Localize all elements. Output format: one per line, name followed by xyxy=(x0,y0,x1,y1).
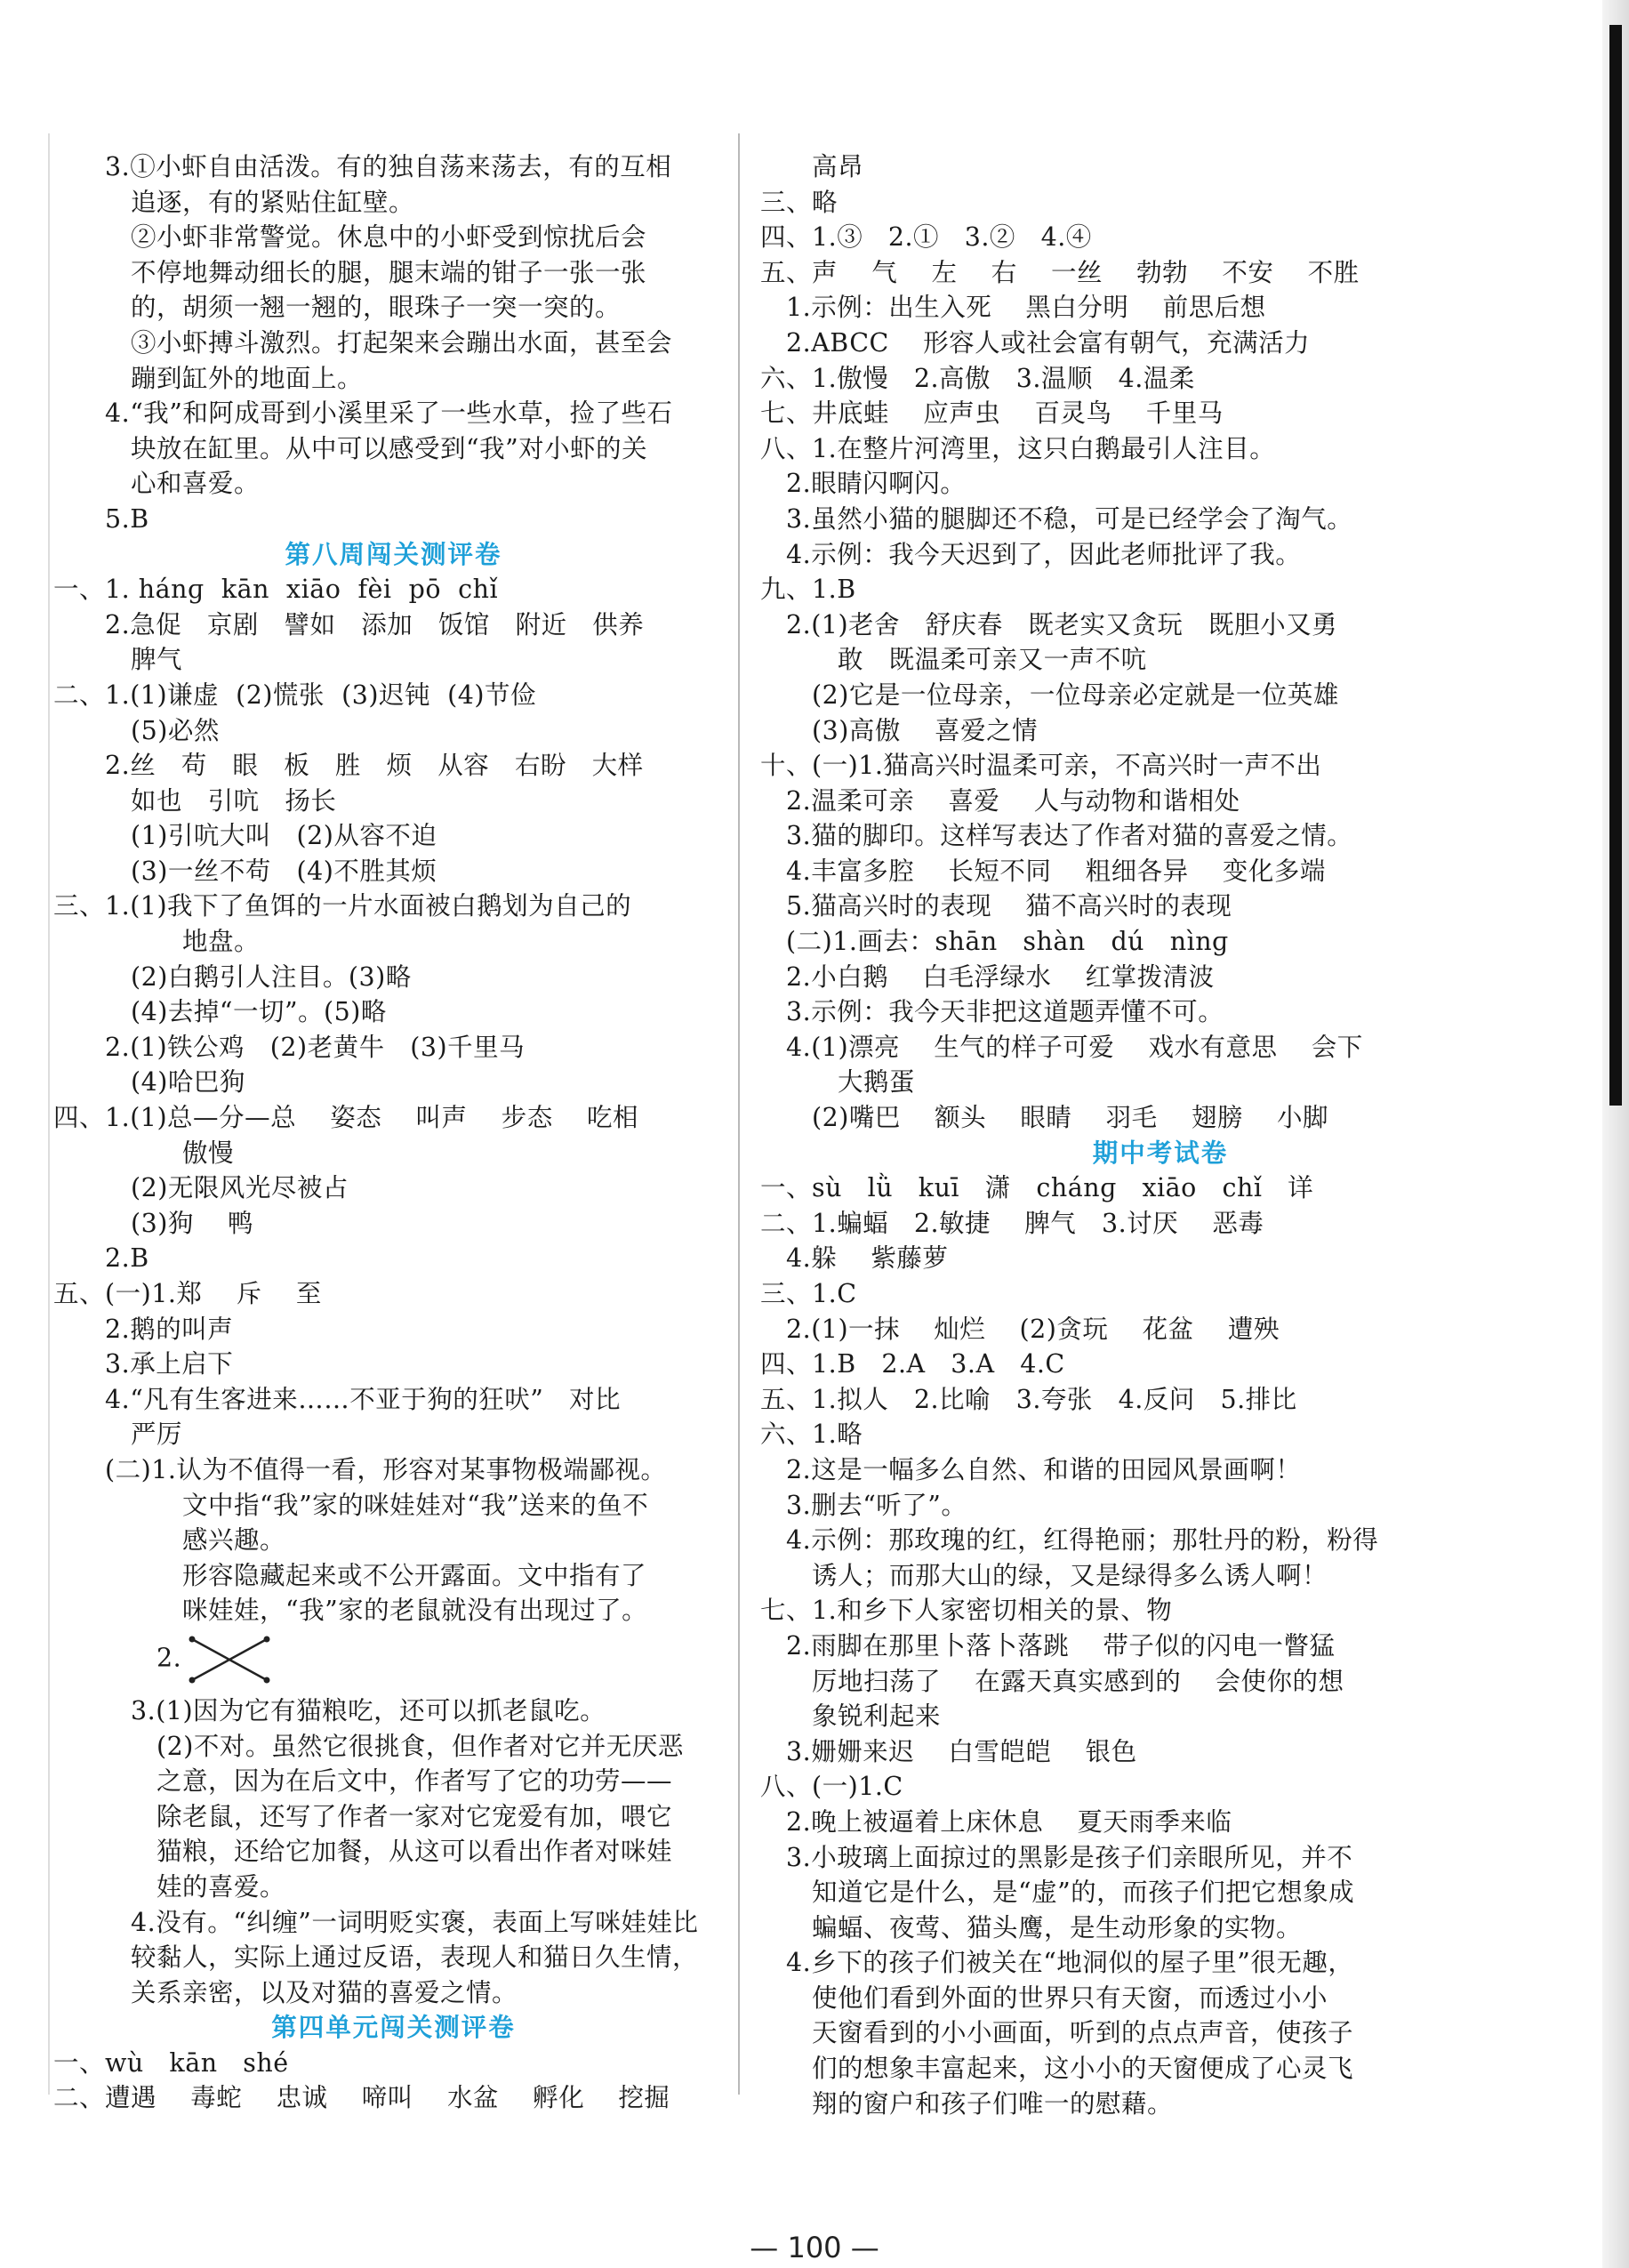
answer-line xyxy=(760,1523,1561,1558)
answer-text: 之意，因为在后文中，作者写了它的功劳—— xyxy=(156,1766,673,1797)
answer-line xyxy=(760,1840,1561,1876)
answer-line xyxy=(760,1100,1561,1136)
answer-line xyxy=(760,678,1561,713)
answer-text: 3.虽然小猫的腿脚还不稳，可是已经学会了淘气。 xyxy=(786,503,1353,534)
answer-line xyxy=(53,572,734,607)
answer-line xyxy=(53,1100,734,1136)
answer-text: 九、1.B xyxy=(760,575,856,605)
answer-text: 十、(一)1.猫高兴时温柔可亲，不高兴时一声不出 xyxy=(760,751,1322,781)
answer-line xyxy=(760,1312,1561,1347)
answer-text: (3)一丝不苟 (4)不胜其烦 xyxy=(131,856,437,886)
answer-line xyxy=(53,396,734,431)
answer-line xyxy=(53,784,734,819)
answer-text: 心和喜爱。 xyxy=(131,469,261,499)
answer-text: 厉地扫荡了 在露天真实感到的 会使你的想 xyxy=(812,1666,1344,1696)
answer-text: 2.鹅的叫声 xyxy=(105,1314,234,1344)
answer-text: 天窗看到的小小画面，听到的点点声音，使孩子 xyxy=(812,2018,1354,2048)
answer-text: 感兴趣。 xyxy=(182,1525,286,1556)
answer-line xyxy=(760,889,1561,924)
answer-text: (2)无限风光尽被占 xyxy=(131,1173,349,1203)
answer-text: 如也 引吭 扬长 xyxy=(131,785,337,816)
answer-text: 二、1.蝙蝠 2.敏捷 脾气 3.讨厌 恶毒 xyxy=(760,1208,1264,1238)
answer-line xyxy=(53,1382,734,1418)
answer-line xyxy=(53,1452,734,1488)
answer-text: (3)狗 鸭 xyxy=(131,1208,254,1238)
answer-text: 1.示例：出生入死 黑白分明 前思后想 xyxy=(786,293,1266,323)
section-heading xyxy=(53,2010,734,2046)
answer-line xyxy=(53,818,734,854)
left-margin-rule xyxy=(48,133,50,2095)
answer-text: 五、(一)1.郑 斥 至 xyxy=(53,1279,322,1308)
answer-text: (2)白鹅引人注目。(3)略 xyxy=(131,961,412,992)
answer-line xyxy=(53,1905,734,1941)
answer-text: 五、声 气 左 右 一丝 勃勃 不安 不胜 xyxy=(760,257,1360,287)
answer-text: (4)去掉“一切”。(5)略 xyxy=(131,997,387,1027)
answer-text: 3.①小虾自由活泼。有的独自荡来荡去，有的互相 xyxy=(105,152,672,181)
answer-text: 文中指“我”家的咪娃娃对“我”送来的鱼不 xyxy=(182,1490,649,1520)
answer-text: 的，胡须一翘一翘的，眼珠子一突一突的。 xyxy=(131,293,622,323)
answer-text: 2.晚上被逼着上床休息 夏天雨季来临 xyxy=(786,1806,1232,1837)
answer-line xyxy=(53,1558,734,1594)
answer-line xyxy=(53,1206,734,1242)
answer-line xyxy=(760,1206,1561,1242)
answer-text: 5.猫高兴时的表现 猫不高兴时的表现 xyxy=(786,891,1232,921)
answer-line xyxy=(760,2015,1561,2051)
answer-text: ③小虾搏斗激烈。打起架来会蹦出水面，甚至会 xyxy=(131,327,673,358)
answer-line xyxy=(760,466,1561,502)
answer-text: ②小虾非常警觉。休息中的小虾受到惊扰后会 xyxy=(131,222,647,253)
answer-text: (4)哈巴狗 xyxy=(131,1067,245,1098)
answer-text: 3.猫的脚印。这样写表达了作者对猫的喜爱之情。 xyxy=(786,821,1353,851)
answer-text: 敢 既温柔可亲又一声不吭 xyxy=(838,645,1147,675)
answer-line xyxy=(760,1347,1561,1382)
column-divider xyxy=(738,133,740,2095)
answer-text: 二、遭遇 毒蛇 忠诚 啼叫 水盆 孵化 挖掘 xyxy=(53,2083,670,2113)
answer-text: 2.急促 京剧 譬如 添加 饭馆 附近 供养 xyxy=(105,609,645,639)
answer-text: (3)高傲 喜爱之情 xyxy=(812,715,1039,745)
answer-line xyxy=(53,854,734,889)
answer-line xyxy=(760,1030,1561,1066)
answer-line xyxy=(53,713,734,749)
answer-text: 2.温柔可亲 喜爱 人与动物和谐相处 xyxy=(786,785,1240,816)
answer-line xyxy=(760,1558,1561,1594)
answer-line xyxy=(760,572,1561,607)
answer-line xyxy=(53,1629,734,1693)
answer-line xyxy=(760,784,1561,819)
answer-text: 五、1.拟人 2.比喻 3.夸张 4.反问 5.排比 xyxy=(760,1384,1297,1414)
answer-text: 不停地舞动细长的腿，腿末端的钳子一张一张 xyxy=(131,257,647,287)
answer-text: 2.小白鹅 白毛浮绿水 红掌拨清波 xyxy=(786,961,1215,992)
answer-line xyxy=(760,854,1561,889)
answer-line xyxy=(760,1945,1561,1981)
matching-lines-icon xyxy=(187,1629,272,1691)
answer-line xyxy=(760,431,1561,467)
answer-line xyxy=(53,2046,734,2081)
answer-text: 高昂 xyxy=(812,152,864,181)
answer-line xyxy=(53,1170,734,1206)
answer-line xyxy=(53,1523,734,1558)
answer-line xyxy=(53,466,734,502)
answer-text: 2.(1)铁公鸡 (2)老黄牛 (3)千里马 xyxy=(105,1032,526,1062)
answer-text: 2.(1)老舍 舒庆春 既老实又贪玩 既胆小又勇 xyxy=(786,609,1338,639)
answer-line xyxy=(760,502,1561,537)
answer-line xyxy=(760,1488,1561,1524)
answer-text: 四、1.B 2.A 3.A 4.C xyxy=(760,1349,1065,1379)
answer-line xyxy=(760,361,1561,397)
answer-line xyxy=(760,290,1561,326)
answer-line xyxy=(760,924,1561,960)
answer-text: 诱人；而那大山的绿，又是绿得多么诱人啊！ xyxy=(812,1560,1328,1590)
answer-text: (2)不对。虽然它很挑食，但作者对它并无厌恶 xyxy=(156,1731,684,1761)
answer-text: 3.承上启下 xyxy=(105,1349,234,1379)
answer-line xyxy=(760,960,1561,995)
answer-line xyxy=(760,1452,1561,1488)
answer-line xyxy=(760,537,1561,573)
answer-line xyxy=(760,1981,1561,2016)
answer-text: 2.B xyxy=(105,1243,149,1274)
answer-text: 3.删去“听了”。 xyxy=(786,1490,967,1520)
answer-line xyxy=(53,220,734,255)
answer-line xyxy=(760,326,1561,361)
answer-text: 严厉 xyxy=(131,1420,183,1450)
answer-line xyxy=(760,185,1561,221)
answer-line xyxy=(53,678,734,713)
answer-line xyxy=(53,1799,734,1835)
answer-line xyxy=(760,1875,1561,1910)
answer-text: 八、(一)1.C xyxy=(760,1772,903,1802)
answer-text: 三、略 xyxy=(760,187,839,217)
answer-line xyxy=(760,149,1561,185)
answer-line xyxy=(760,994,1561,1030)
answer-text: 蹦到缸外的地面上。 xyxy=(131,363,364,393)
answer-text: 4.乡下的孩子们被关在“地洞似的屋子里”很无趣， xyxy=(786,1948,1354,1978)
answer-line xyxy=(760,2051,1561,2087)
answer-line xyxy=(53,1312,734,1347)
answer-text: 猫粮，还给它加餐，从这可以看出作者对咪娃 xyxy=(156,1837,673,1867)
answer-text: (1)引吭大叫 (2)从容不迫 xyxy=(131,821,437,851)
answer-line xyxy=(760,1593,1561,1629)
answer-line xyxy=(53,642,734,678)
answer-text: 4.(1)漂亮 生气的样子可爱 戏水有意思 会下 xyxy=(786,1032,1363,1062)
answer-text: 较黏人，实际上通过反语，表现人和猫日久生情， xyxy=(131,1942,699,1973)
answer-line xyxy=(760,748,1561,784)
answer-line xyxy=(760,1805,1561,1840)
answer-text: 们的想象丰富起来，这小小的天窗便成了心灵飞 xyxy=(812,2054,1354,2084)
section-heading-text: 第四单元闯关测评卷 xyxy=(271,2012,516,2043)
answer-line xyxy=(53,1834,734,1870)
answer-line xyxy=(760,1417,1561,1452)
section-heading-text: 第八周闯关测评卷 xyxy=(285,538,502,569)
answer-line xyxy=(53,1870,734,1905)
answer-line xyxy=(760,1910,1561,1946)
answer-text: 傲慢 xyxy=(182,1138,235,1168)
answer-line xyxy=(760,642,1561,678)
answer-line xyxy=(53,1593,734,1629)
answer-line xyxy=(53,1693,734,1729)
answer-text: 2.这是一幅多么自然、和谐的田园风景画啊！ xyxy=(786,1454,1302,1484)
answer-line xyxy=(53,326,734,361)
answer-line xyxy=(760,1241,1561,1276)
answer-text: 四、1.(1)总—分—总 姿态 叫声 步态 吃相 xyxy=(53,1103,639,1133)
answer-text: (二)1.认为不值得一看，形容对某事物极端鄙视。 xyxy=(105,1454,667,1484)
answer-text: 一、wù kān shé xyxy=(53,2047,289,2078)
answer-text: 一、1. hánɡ kān xiāo fèi pō chǐ xyxy=(53,575,499,605)
answer-line xyxy=(760,713,1561,749)
answer-text: 三、1.(1)我下了鱼饵的一片水面被白鹅划为自己的 xyxy=(53,891,632,921)
answer-text: (2)嘴巴 额头 眼睛 羽毛 翅膀 小脚 xyxy=(812,1103,1329,1133)
answer-text: 使他们看到外面的世界只有天窗，而透过小小 xyxy=(812,1982,1328,2013)
answer-line xyxy=(53,1030,734,1066)
answer-line xyxy=(760,1382,1561,1418)
answer-text: 4.丰富多腔 长短不同 粗细各异 变化多端 xyxy=(786,856,1326,886)
answer-text: 除老鼠，还写了作者一家对它宠爱有加，喂它 xyxy=(156,1801,673,1831)
answer-line xyxy=(53,1764,734,1799)
answer-text: 翔的窗户和孩子们唯一的慰藉。 xyxy=(812,2088,1174,2119)
answer-text: 3.示例：我今天非把这道题弄懂不可。 xyxy=(786,997,1224,1027)
answer-text: 蝙蝠、夜莺、猫头鹰，是生动形象的实物。 xyxy=(812,1912,1303,1942)
answer-text: 2.雨脚在那里卜落卜落跳 带子似的闪电一瞥猛 xyxy=(786,1630,1336,1661)
left-answer-column xyxy=(53,149,734,2116)
answer-text: 知道它是什么，是“虚”的，而孩子们把它想象成 xyxy=(812,1878,1355,1908)
answer-text: (二)1.画去：shān shàn dú nìnɡ xyxy=(786,927,1229,957)
answer-line xyxy=(760,1629,1561,1664)
answer-text: 三、1.C xyxy=(760,1279,857,1308)
answer-text: 形容隐藏起来或不公开露面。文中指有了 xyxy=(182,1560,647,1590)
answer-text: 2.(1)一抹 灿烂 (2)贪玩 花盆 遭殃 xyxy=(786,1314,1280,1344)
answer-text: 2.ABCC 形容人或社会富有朝气，充满活力 xyxy=(786,327,1311,358)
answer-line xyxy=(53,1276,734,1312)
answer-line xyxy=(760,1699,1561,1734)
answer-line xyxy=(760,818,1561,854)
answer-line xyxy=(53,924,734,960)
answer-text: 4.示例：我今天迟到了，因此老师批评了我。 xyxy=(786,539,1302,569)
answer-text: 2.丝 苟 眼 板 胜 烦 从容 右盼 大样 xyxy=(105,751,644,781)
answer-text: 六、1.傲慢 2.高傲 3.温顺 4.温柔 xyxy=(760,363,1195,393)
section-heading xyxy=(53,537,734,573)
answer-line xyxy=(760,1664,1561,1700)
answer-line xyxy=(53,1488,734,1524)
answer-line xyxy=(760,1065,1561,1100)
section-heading xyxy=(760,1136,1561,1171)
answer-text: 3.姗姗来迟 白雪皑皑 银色 xyxy=(786,1736,1137,1766)
spine-black-mark xyxy=(1609,25,1622,1106)
answer-line xyxy=(53,1975,734,2011)
answer-text: 大鹅蛋 xyxy=(838,1067,916,1098)
answer-line xyxy=(53,1241,734,1276)
answer-line xyxy=(53,748,734,784)
answer-line xyxy=(53,2080,734,2116)
section-heading-text: 期中考试卷 xyxy=(1092,1137,1229,1168)
answer-text: 七、1.和乡下人家密切相关的景、物 xyxy=(760,1596,1173,1626)
right-answer-column xyxy=(760,149,1561,2121)
answer-text: 关系亲密，以及对猫的喜爱之情。 xyxy=(131,1977,518,2007)
answer-text: (2)它是一位母亲，一位母亲必定就是一位英雄 xyxy=(812,680,1339,710)
answer-line xyxy=(760,1769,1561,1805)
answer-line xyxy=(53,607,734,643)
answer-text: 4.“我”和阿成哥到小溪里采了一些水草，捡了些石 xyxy=(105,398,673,429)
answer-text: 追逐，有的紧贴住缸壁。 xyxy=(131,187,415,217)
answer-text: 2. xyxy=(156,1643,182,1673)
answer-line xyxy=(760,255,1561,291)
answer-line xyxy=(53,361,734,397)
answer-text: 二、1.(1)谦虚 (2)慌张 (3)迟钝 (4)节俭 xyxy=(53,680,537,710)
answer-line xyxy=(53,994,734,1030)
answer-line xyxy=(760,2087,1561,2122)
answer-line xyxy=(760,396,1561,431)
page-number: — 100 — xyxy=(750,2231,879,2264)
answer-line xyxy=(53,149,734,185)
answer-line xyxy=(760,1170,1561,1206)
answer-text: 4.“凡有生客进来……不亚于狗的狂吠” 对比 xyxy=(105,1384,622,1414)
answer-line xyxy=(53,185,734,221)
answer-line xyxy=(53,431,734,467)
answer-text: 4.没有。“纠缠”一词明贬实褒，表面上写咪娃娃比 xyxy=(131,1907,699,1937)
answer-text: 脾气 xyxy=(131,645,183,675)
answer-line xyxy=(53,1136,734,1171)
answer-text: 块放在缸里。从中可以感受到“我”对小虾的关 xyxy=(131,433,648,463)
answer-text: 七、井底蛙 应声虫 百灵鸟 千里马 xyxy=(760,398,1224,429)
answer-line xyxy=(53,502,734,537)
answer-text: 象锐利起来 xyxy=(812,1701,942,1732)
answer-text: 四、1.③ 2.① 3.② 4.④ xyxy=(760,222,1092,253)
answer-text: 八、1.在整片河湾里，这只白鹅最引人注目。 xyxy=(760,433,1276,463)
answer-text: 一、sù lǜ kuī 潇 chánɡ xiāo chǐ 详 xyxy=(760,1173,1314,1203)
answer-line xyxy=(760,607,1561,643)
answer-text: 2.眼睛闪啊闪。 xyxy=(786,469,967,499)
answer-line xyxy=(53,1347,734,1382)
answer-line xyxy=(760,1276,1561,1312)
answer-text: 3.(1)因为它有猫粮吃，还可以抓老鼠吃。 xyxy=(131,1695,606,1725)
answer-line xyxy=(760,1734,1561,1770)
answer-line xyxy=(53,1417,734,1452)
answer-line xyxy=(53,889,734,924)
answer-line xyxy=(760,220,1561,255)
answer-text: 娃的喜爱。 xyxy=(156,1871,286,1902)
answer-line xyxy=(53,960,734,995)
answer-line xyxy=(53,255,734,291)
answer-text: 4.示例：那玫瑰的红，红得艳丽；那牡丹的粉，粉得 xyxy=(786,1525,1379,1556)
answer-line xyxy=(53,1940,734,1975)
answer-text: 3.小玻璃上面掠过的黑影是孩子们亲眼所见，并不 xyxy=(786,1842,1353,1872)
answer-text: 地盘。 xyxy=(182,927,261,957)
answer-text: 六、1.略 xyxy=(760,1420,863,1450)
answer-text: 咪娃娃，“我”家的老鼠就没有出现过了。 xyxy=(182,1596,648,1626)
answer-line xyxy=(53,1729,734,1765)
answer-text: 5.B xyxy=(105,503,149,534)
answer-line xyxy=(53,1065,734,1100)
answer-text: 4.躲 紫藤萝 xyxy=(786,1243,949,1274)
answer-line xyxy=(53,290,734,326)
answer-text: (5)必然 xyxy=(131,715,220,745)
